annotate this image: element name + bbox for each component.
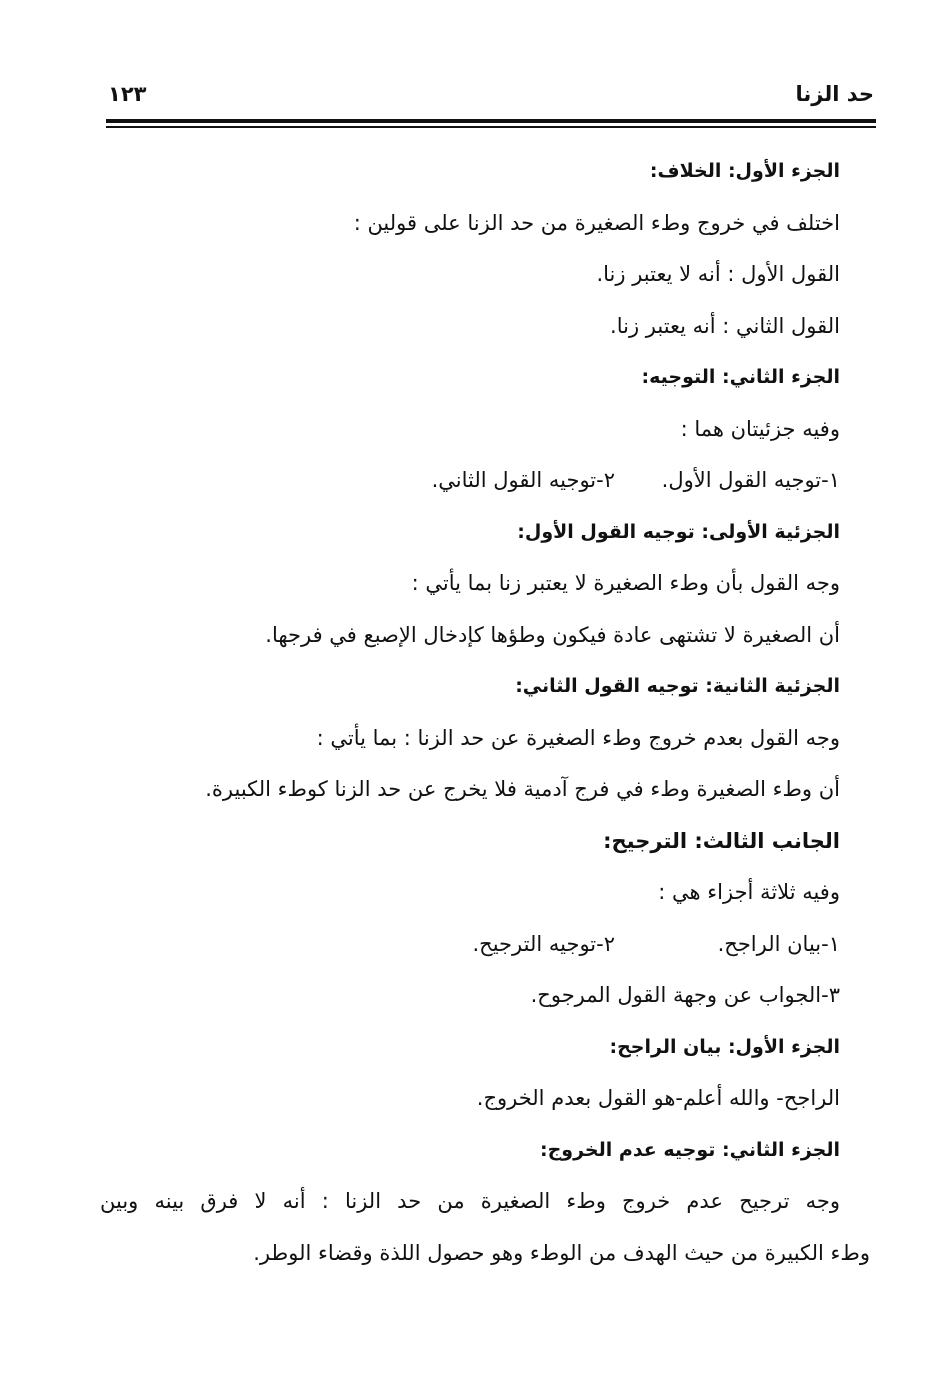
paragraph-line: وجه ترجيح عدم خروج وطء الصغيرة من حد الزنا : أنه لا فرق بينه وبين xyxy=(100,1189,840,1213)
enumerated-item: ١-بيان الراجح. xyxy=(717,931,840,956)
paragraph-line: الراجح- والله أعلم-هو القول بعدم الخروج. xyxy=(476,1086,840,1110)
paragraph-line: وفيه جزئيتان هما : xyxy=(680,416,840,441)
page-body xyxy=(100,146,870,1279)
enumerated-item: ١-توجيه القول الأول. xyxy=(661,468,840,492)
paragraph-line: القول الأول : أنه لا يعتبر زنا. xyxy=(596,262,840,286)
paragraph-line: اختلف في خروج وطء الصغيرة من حد الزنا على قولين : xyxy=(353,210,840,235)
section-heading: الجزئية الثانية: توجيه القول الثاني: xyxy=(515,675,840,697)
enumerated-item: ٢-توجيه القول الثاني. xyxy=(431,468,615,492)
page-number: ١٢٣ xyxy=(108,82,147,106)
running-title: حد الزنا xyxy=(795,82,874,106)
paragraph-line: وجه القول بأن وطء الصغيرة لا يعتبر زنا بما يأتي : xyxy=(411,571,840,595)
section-heading: الجزئية الأولى: توجيه القول الأول: xyxy=(517,520,840,543)
section-heading: الجانب الثالث: الترجيح: xyxy=(603,828,840,853)
enumerated-item: ٢-توجيه الترجيح. xyxy=(472,931,615,956)
paragraph-line: وجه القول بعدم خروج وطء الصغيرة عن حد الزنا : بما يأتي : xyxy=(316,725,840,750)
section-heading: الجزء الثاني: توجيه عدم الخروج: xyxy=(540,1138,840,1161)
section-heading: الجزء الأول: بيان الراجح: xyxy=(609,1035,840,1058)
enumerated-row xyxy=(100,919,840,971)
paragraph-line: وفيه ثلاثة أجزاء هي : xyxy=(658,880,840,904)
enumerated-row xyxy=(100,455,840,507)
paragraph-line: أن وطء الصغيرة وطء في فرج آدمية فلا يخرج عن حد الزنا كوطء الكبيرة. xyxy=(205,777,840,801)
paragraph-line: القول الثاني : أنه يعتبر زنا. xyxy=(610,313,840,338)
paragraph-line: ٣-الجواب عن وجهة القول المرجوح. xyxy=(530,983,840,1007)
running-header xyxy=(108,82,874,116)
section-heading: الجزء الأول: الخلاف: xyxy=(649,160,840,182)
header-rule-thick xyxy=(106,119,876,123)
section-heading: الجزء الثاني: التوجيه: xyxy=(641,366,840,388)
paragraph-line: وطء الكبيرة من حيث الهدف من الوطء وهو حصول اللذة وقضاء الوطر. xyxy=(253,1240,870,1265)
header-rule-thin xyxy=(106,126,876,128)
paragraph-line: أن الصغيرة لا تشتهى عادة فيكون وطؤها كإدخال الإصبع في فرجها. xyxy=(265,622,840,647)
